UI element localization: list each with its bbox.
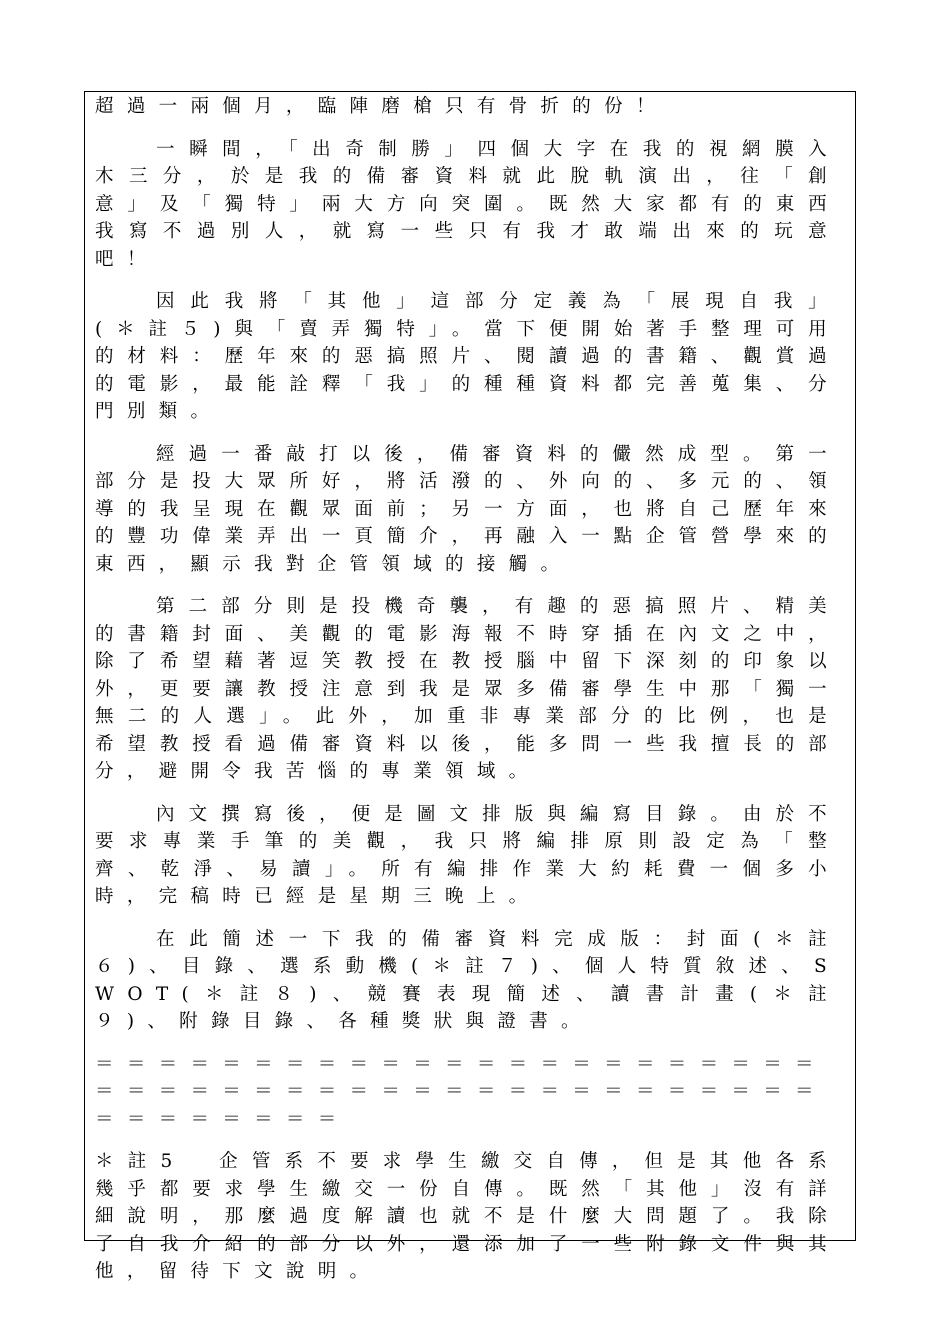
paragraph-part-two: 第二部分則是投機奇襲，有趣的惡搞照片、精美的書籍封面、美觀的電影海報不時穿插在內文之中，除了希望藉著逗笑教授在教授腦中留下深刻的印象以外，更要讓教授注意到我是眾多備審學生中那「獨一無二的人選」。此外，加重非專業部分的比例，也是希望教授看過備審資料以後，能多問一些我擅長的部分，避開令我苦惱的專業領域。 xyxy=(95,596,840,782)
paragraph-final-contents: 在此簡述一下我的備審資料完成版：封面(＊註６)、目錄、選系動機(＊註７)、個人特質敘述、SWOT(＊註８)、競賽表現簡述、讀書計畫(＊註９)、附錄目錄、各種獎狀與證書。 xyxy=(95,928,840,1032)
document-page xyxy=(84,91,856,1282)
separator-line: ＝＝＝＝＝＝＝＝＝＝＝＝＝＝＝＝＝＝＝＝＝＝＝＝＝＝＝＝＝＝＝＝＝＝＝＝＝＝＝＝＝＝＝＝＝＝＝＝＝＝＝＝＝＝ xyxy=(95,1053,827,1130)
paragraph-continuation: 超過一兩個月，臨陣磨槍只有骨折的份！ xyxy=(95,96,668,117)
footnote-5: ＊註5 企管系不要求學生繳交自傳，但是其他各系幾乎都要求學生繳交一份自傳。既然「其他」沒有詳細說明，那麼過度解讀也就不是什麼大問題了。我除了自我介紹的部分以外，還添加了一些附錄文件與其他，留待下文說明。 xyxy=(95,1151,840,1282)
paragraph-layout: 內文撰寫後，便是圖文排版與編寫目錄。由於不要求專業手筆的美觀，我只將編排原則設定為「整齊、乾淨、易讀」。所有編排作業大約耗費一個多小時，完稿時已經是星期三晚上。 xyxy=(95,803,840,907)
paragraph-part-one: 經過一番敲打以後，備審資料的儼然成型。第一部分是投大眾所好，將活潑的、外向的、多元的、領導的我呈現在觀眾面前；另一方面，也將自己歷年來的豐功偉業弄出一頁簡介，再融入一點企管營學來的東西，顯示我對企管領域的接觸。 xyxy=(95,443,840,575)
paragraph-other-definition: 因此我將「其他」這部分定義為「展現自我」(＊註５)與「賣弄獨特」。當下便開始著手整理可用的材料：歷年來的惡搞照片、閱讀過的書籍、觀賞過的電影，最能詮釋「我」的種種資料都完善蒐集、分門別類。 xyxy=(95,291,840,422)
paragraph-surprise-strategy: 一瞬間，「出奇制勝」四個大字在我的視網膜入木三分，於是我的備審資料就此脫軌演出，往「創意」及「獨特」兩大方向突圍。既然大家都有的東西我寫不過別人，就寫一些只有我才敢端出來的玩意吧！ xyxy=(95,138,840,270)
